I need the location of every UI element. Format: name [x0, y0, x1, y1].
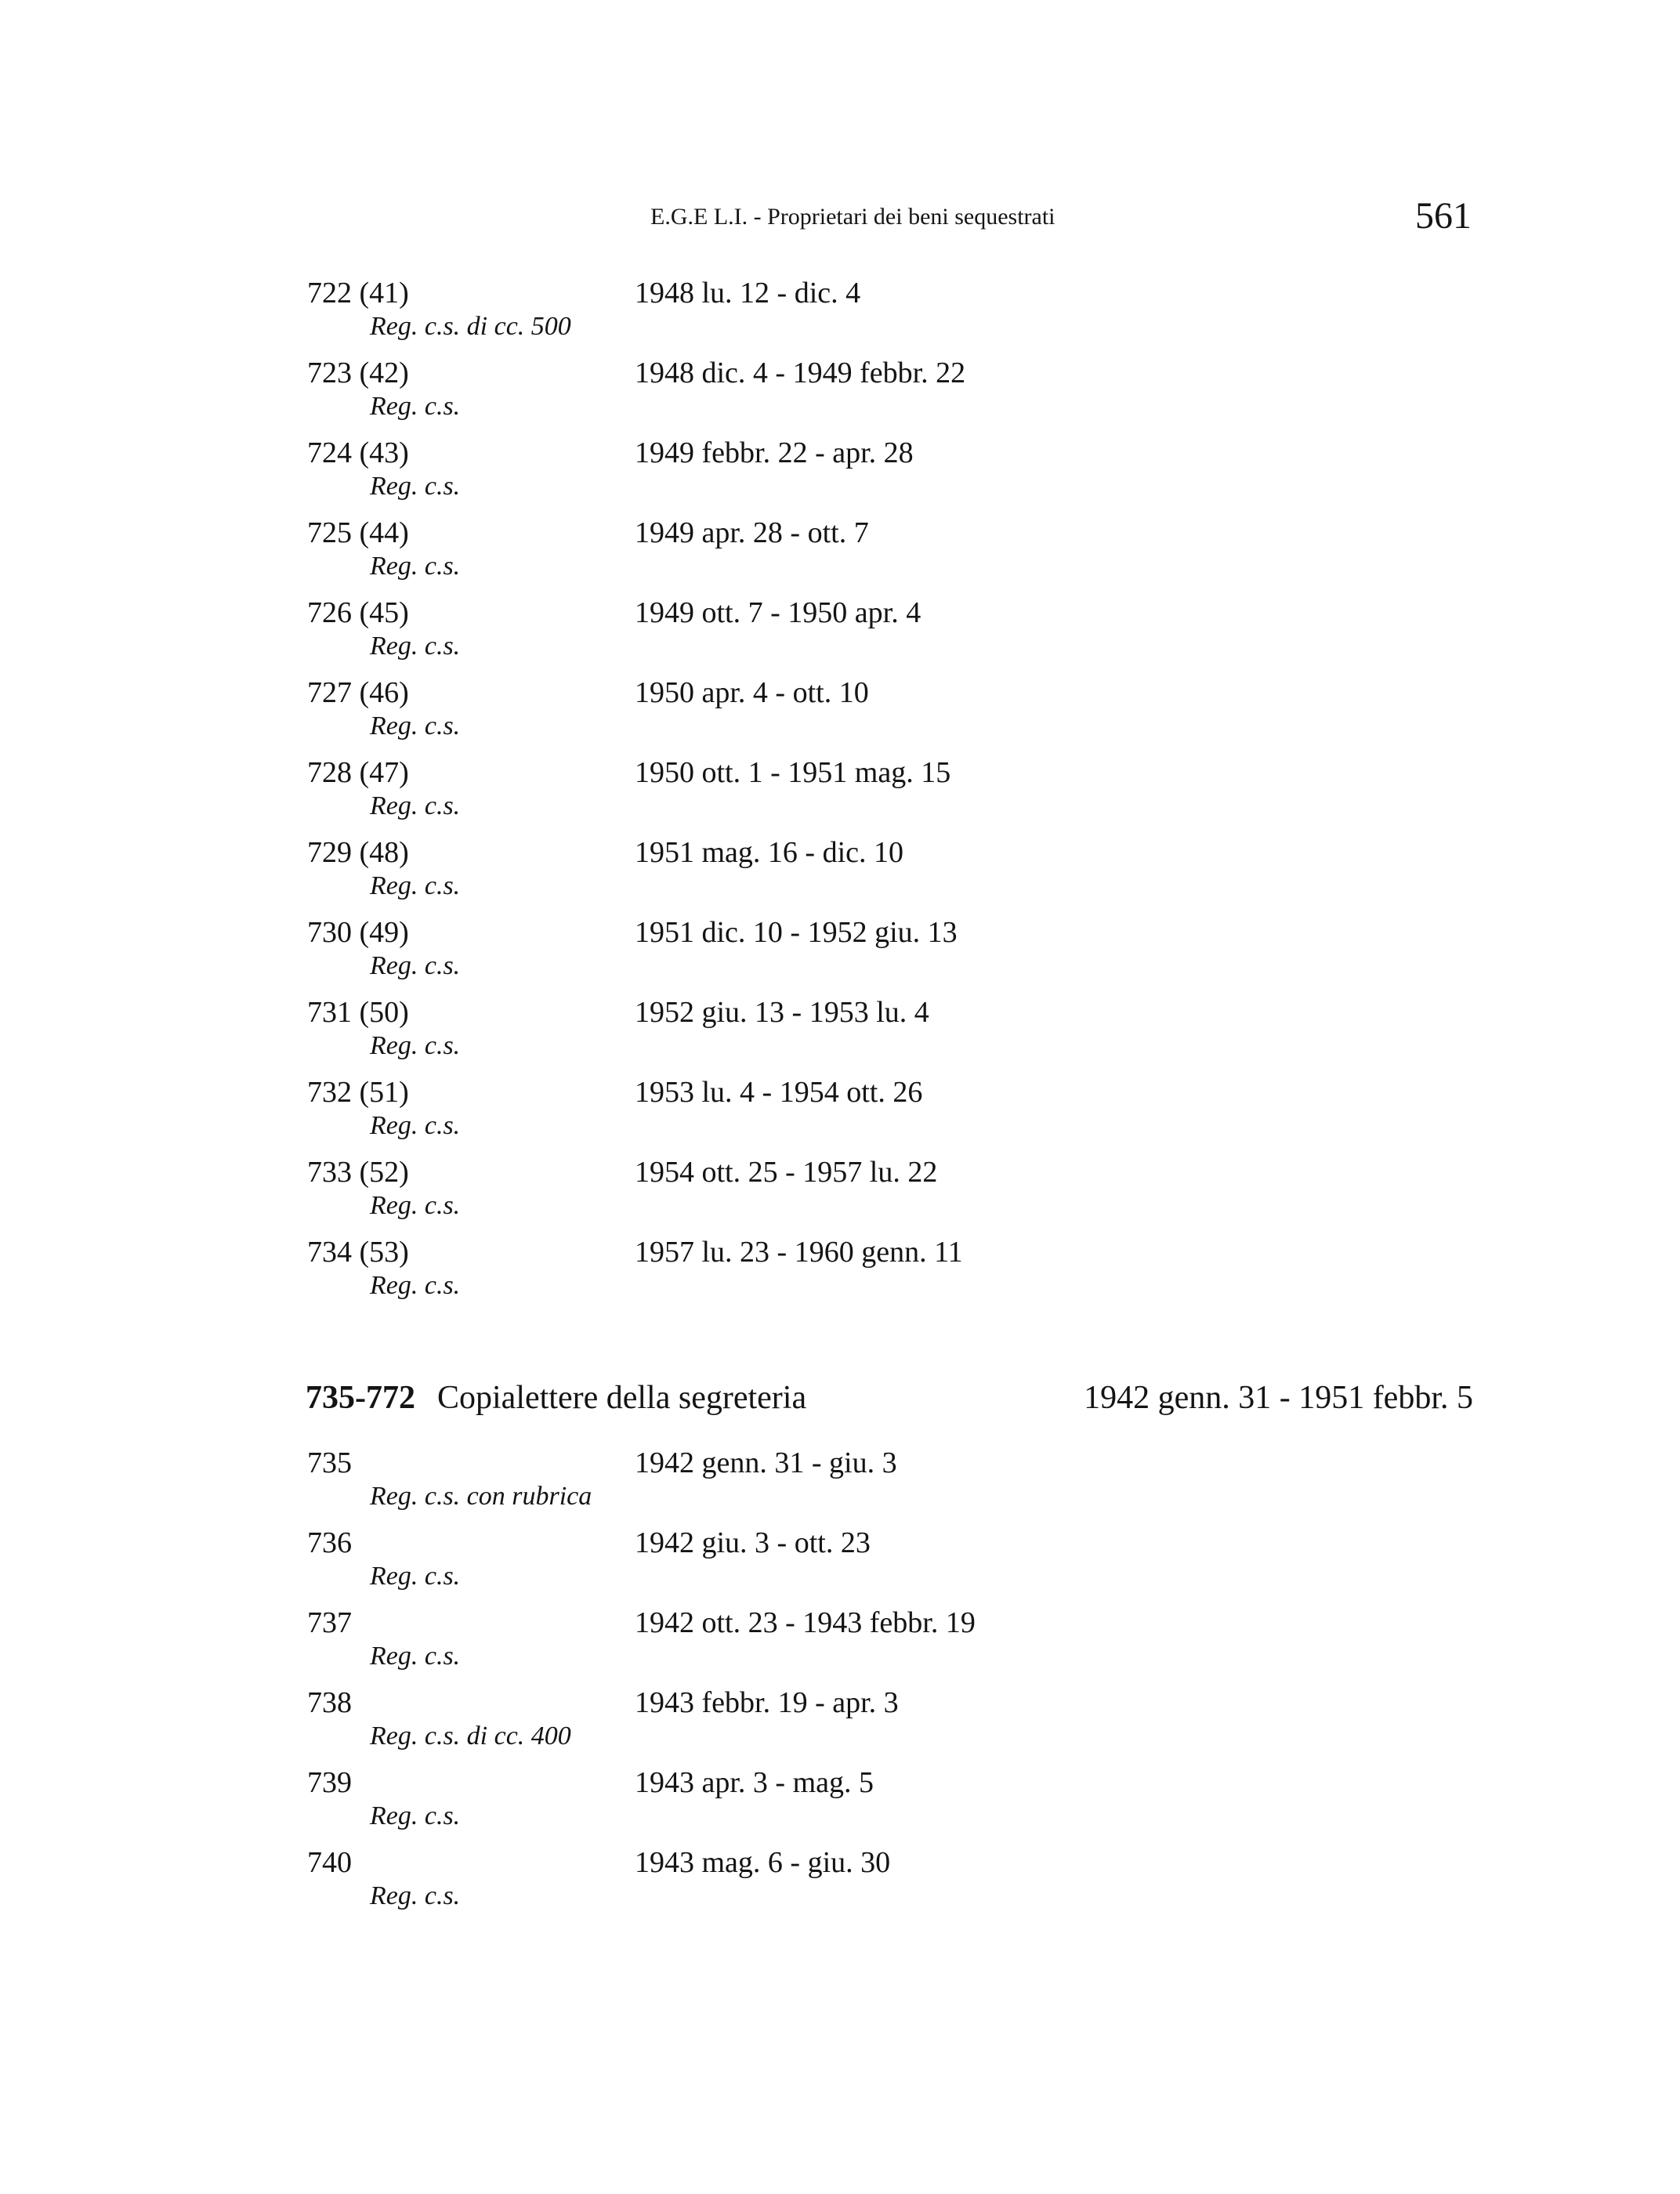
- entry-date: 1942 genn. 31 - giu. 3: [635, 1446, 897, 1479]
- series-dates: 1942 genn. 31 - 1951 febbr. 5: [1084, 1380, 1473, 1416]
- list-item: [307, 516, 1483, 596]
- entry-description: Reg. c.s.: [370, 632, 461, 661]
- entry-number: 723 (42): [307, 357, 409, 389]
- entry-description: Reg. c.s.: [370, 711, 461, 740]
- list-item: [307, 675, 1483, 755]
- entry-list-1: [307, 276, 1483, 1315]
- list-item: [307, 1765, 1483, 1845]
- entry-description: Reg. c.s.: [370, 1271, 461, 1300]
- entry-number: 724 (43): [307, 436, 409, 469]
- list-item: [307, 1235, 1483, 1315]
- list-item: [307, 995, 1483, 1075]
- entry-description: Reg. c.s.: [370, 392, 461, 421]
- entry-date: 1957 lu. 23 - 1960 genn. 11: [635, 1236, 963, 1269]
- entry-date: 1951 mag. 16 - dic. 10: [635, 836, 904, 869]
- list-item: [307, 1685, 1483, 1765]
- entry-description: Reg. c.s.: [370, 1562, 461, 1591]
- entry-description: Reg. c.s. con rubrica: [370, 1482, 592, 1511]
- entry-number: 722 (41): [307, 277, 409, 310]
- entry-number: 737: [307, 1606, 352, 1639]
- entry-date: 1953 lu. 4 - 1954 ott. 26: [635, 1076, 923, 1109]
- entry-description: Reg. c.s.: [370, 1881, 461, 1910]
- entry-number: 727 (46): [307, 676, 409, 709]
- list-item: [307, 835, 1483, 915]
- entry-description: Reg. c.s.: [370, 552, 461, 581]
- entry-number: 733 (52): [307, 1156, 409, 1189]
- list-item: [307, 276, 1483, 356]
- entry-date: 1950 ott. 1 - 1951 mag. 15: [635, 756, 951, 789]
- list-item: [307, 1606, 1483, 1685]
- entry-number: 725 (44): [307, 516, 409, 549]
- entry-date: 1954 ott. 25 - 1957 lu. 22: [635, 1156, 938, 1189]
- running-head: E.G.E L.I. - Proprietari dei beni sequestrati: [650, 204, 1055, 230]
- entry-description: Reg. c.s.: [370, 1191, 461, 1220]
- list-item: [307, 436, 1483, 516]
- entry-number: 728 (47): [307, 756, 409, 789]
- entry-description: Reg. c.s.: [370, 791, 461, 820]
- entry-description: Reg. c.s.: [370, 1801, 461, 1830]
- list-item: [307, 596, 1483, 675]
- entry-description: Reg. c.s. di cc. 500: [370, 312, 571, 341]
- entry-date: 1943 apr. 3 - mag. 5: [635, 1766, 874, 1799]
- list-item: [307, 1155, 1483, 1235]
- list-item: [307, 915, 1483, 995]
- entry-number: 731 (50): [307, 996, 409, 1029]
- entry-date: 1950 apr. 4 - ott. 10: [635, 676, 869, 709]
- entry-date: 1949 febbr. 22 - apr. 28: [635, 436, 914, 469]
- entry-number: 738: [307, 1686, 352, 1719]
- entry-number: 732 (51): [307, 1076, 409, 1109]
- entry-description: Reg. c.s.: [370, 1111, 461, 1140]
- entry-description: Reg. c.s.: [370, 951, 461, 980]
- entry-number: 740: [307, 1846, 352, 1879]
- list-item: [307, 1845, 1483, 1925]
- entry-number: 735: [307, 1446, 352, 1479]
- entry-number: 726 (45): [307, 596, 409, 629]
- list-item: [307, 1075, 1483, 1155]
- list-item: [307, 755, 1483, 835]
- series-title: Copialettere della segreteria: [437, 1380, 807, 1416]
- list-item: [307, 1526, 1483, 1606]
- entry-description: Reg. c.s.: [370, 1031, 461, 1060]
- entry-date: 1943 mag. 6 - giu. 30: [635, 1846, 891, 1879]
- entry-description: Reg. c.s.: [370, 472, 461, 501]
- series-range: 735-772: [306, 1380, 415, 1416]
- entry-number: 736: [307, 1526, 352, 1559]
- entry-date: 1948 dic. 4 - 1949 febbr. 22: [635, 357, 966, 389]
- entry-description: Reg. c.s.: [370, 871, 461, 900]
- entry-number: 739: [307, 1766, 352, 1799]
- entry-date: 1948 lu. 12 - dic. 4: [635, 277, 861, 310]
- page-number: 561: [1415, 195, 1472, 237]
- entry-date: 1942 giu. 3 - ott. 23: [635, 1526, 871, 1559]
- entry-date: 1951 dic. 10 - 1952 giu. 13: [635, 916, 958, 949]
- entry-date: 1952 giu. 13 - 1953 lu. 4: [635, 996, 929, 1029]
- list-item: [307, 1446, 1483, 1526]
- entry-list-2: [307, 1446, 1483, 1925]
- entry-description: Reg. c.s. di cc. 400: [370, 1722, 571, 1750]
- entry-date: 1942 ott. 23 - 1943 febbr. 19: [635, 1606, 976, 1639]
- series-heading: [306, 1379, 1481, 1426]
- entry-number: 730 (49): [307, 916, 409, 949]
- entry-number: 734 (53): [307, 1236, 409, 1269]
- entry-description: Reg. c.s.: [370, 1642, 461, 1671]
- entry-date: 1949 apr. 28 - ott. 7: [635, 516, 869, 549]
- entry-date: 1943 febbr. 19 - apr. 3: [635, 1686, 899, 1719]
- entry-date: 1949 ott. 7 - 1950 apr. 4: [635, 596, 921, 629]
- list-item: [307, 356, 1483, 436]
- entry-number: 729 (48): [307, 836, 409, 869]
